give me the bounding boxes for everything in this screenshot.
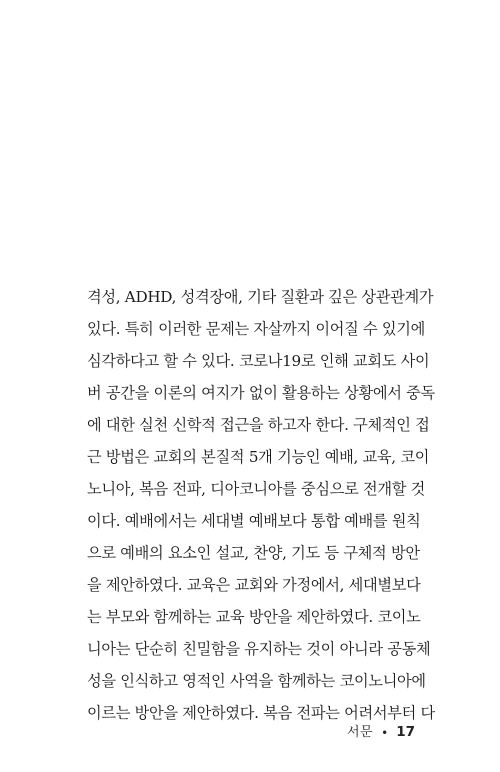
bullet-separator: • xyxy=(381,725,389,740)
page-footer xyxy=(347,722,415,742)
text-line: 노니아, 복음 전파, 디아코니아를 중심으로 전개할 것 xyxy=(87,480,426,498)
text-line: 니아는 단순히 친밀함을 유지하는 것이 아니라 공동체 xyxy=(87,640,431,658)
text-line: 버 공간을 이론의 여지가 없이 활용하는 상황에서 중독 xyxy=(87,384,435,402)
text-line: 성을 인식하고 영적인 사역을 함께하는 코이노니아에 xyxy=(87,672,426,690)
text-line: 근 방법은 교회의 본질적 5개 기능인 예배, 교육, 코이 xyxy=(87,448,430,466)
body-paragraph xyxy=(87,281,435,729)
text-line: 는 부모와 함께하는 교육 방안을 제안하였다. 코이노 xyxy=(87,608,421,626)
text-line: 이르는 방안을 제안하였다. 복음 전파는 어려서부터 다 xyxy=(87,704,435,722)
text-line: 에 대한 실천 신학적 접근을 하고자 한다. 구체적인 접 xyxy=(87,416,430,434)
text-line: 심각하다고 할 수 있다. 코로나19로 인해 교회도 사이 xyxy=(87,352,430,370)
page-number: 17 xyxy=(396,724,415,740)
text-line: 을 제안하였다. 교육은 교회와 가정에서, 세대별보다 xyxy=(87,576,421,594)
text-line: 있다. 특히 이러한 문제는 자살까지 이어질 수 있기에 xyxy=(87,320,426,338)
section-title: 서문 xyxy=(347,725,374,740)
text-line: 이다. 예배에서는 세대별 예배보다 통합 예배를 원칙 xyxy=(87,512,421,530)
text-line: 으로 예배의 요소인 설교, 찬양, 기도 등 구체적 방안 xyxy=(87,544,420,562)
text-line: 격성, ADHD, 성격장애, 기타 질환과 깊은 상관관계가 xyxy=(87,288,434,306)
